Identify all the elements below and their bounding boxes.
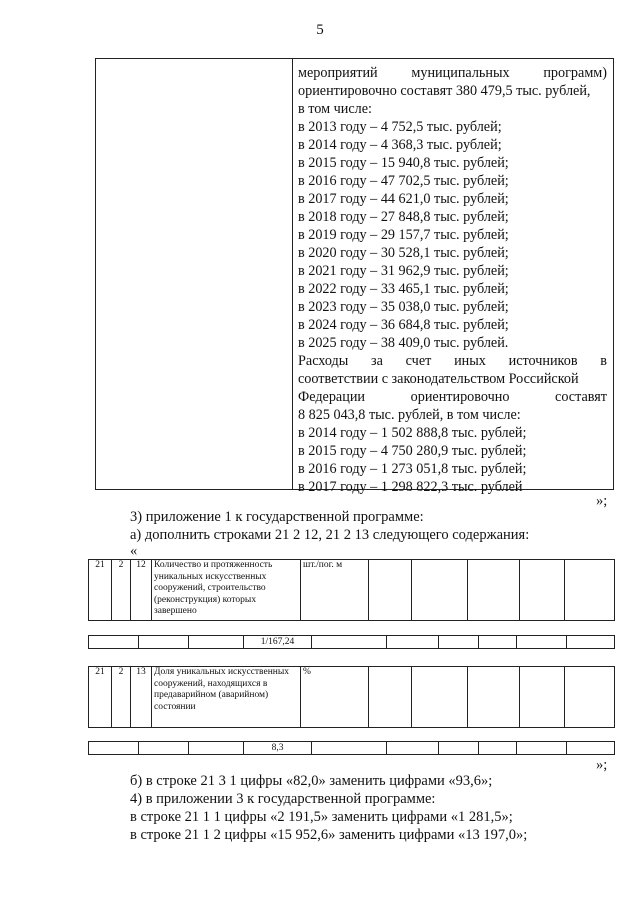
item-4: 4) в приложении 3 к государственной программе: [130,791,436,807]
year-line: в 2017 году – 44 621,0 тыс. рублей; [298,191,509,207]
year-line: в 2016 году – 47 702,5 тыс. рублей; [298,173,509,189]
open-quote: « [130,543,138,559]
line-21-1-1: в строке 21 1 1 цифры «2 191,5» заменить цифрами «1 281,5»; [130,809,513,825]
year-line: в 2013 году – 4 752,5 тыс. рублей; [298,119,502,135]
indicator-name: Доля уникальных искусственных сооружений, находящихся в предаварийном (аварийном) состоянии [152,667,301,728]
page-number: 5 [316,22,324,38]
empty-cell [520,560,565,621]
year-line: в 2021 году – 31 962,9 тыс. рублей; [298,263,509,279]
year-line: в 2018 году – 27 848,8 тыс. рублей; [298,209,509,225]
value-strip-2 [88,741,615,755]
year-line: в 2017 году – 1 298 822,3 тыс. рублей [298,479,523,495]
text-line: ориентировочно составят 380 479,5 тыс. рублей, [298,83,591,99]
funding-text [298,64,607,496]
unit-cell: % [301,667,369,728]
value-cell: 1/167,24 [244,636,312,649]
row-21-2-12 [88,559,615,621]
justified-line-other-3: Федерации ориентировочно составят [298,389,607,405]
code-cell: 2 [112,667,131,728]
text-line: в том числе: [298,101,372,117]
year-line: в 2024 году – 36 684,8 тыс. рублей; [298,317,509,333]
value-cell: 8,3 [244,742,312,755]
item-3a: а) дополнить строками 21 2 12, 21 2 13 следующего содержания: [130,527,530,543]
code-cell: 12 [131,560,152,621]
code-cell: 21 [89,667,112,728]
value-strip-1 [88,635,615,649]
item-3: 3) приложение 1 к государственной программе: [130,509,424,525]
empty-cell [412,667,468,728]
empty-cell [565,667,615,728]
empty-cell [412,560,468,621]
year-line: в 2015 году – 4 750 280,9 тыс. рублей; [298,443,527,459]
line-21-1-2: в строке 21 1 2 цифры «15 952,6» заменить цифрами «13 197,0»; [130,827,528,843]
justified-line-other-1: Расходы за счет иных источников в [298,353,607,369]
unit-cell: шт./пог. м [301,560,369,621]
year-line: в 2020 году – 30 528,1 тыс. рублей; [298,245,509,261]
empty-cell [369,667,412,728]
indicator-name: Количество и протяженность уникальных искусственных сооружений, строительство (реконструкция) которых завершено [152,560,301,621]
column-divider [292,59,293,489]
empty-cell [565,560,615,621]
code-cell: 2 [112,560,131,621]
main-table [95,58,614,495]
row-21-2-13 [88,666,615,728]
year-line: в 2016 году – 1 273 051,8 тыс. рублей; [298,461,527,477]
item-b: б) в строке 21 3 1 цифры «82,0» заменить цифрами «93,6»; [130,773,493,789]
close-quote: »; [596,493,608,509]
code-cell: 21 [89,560,112,621]
year-line: в 2019 году – 29 157,7 тыс. рублей; [298,227,509,243]
text-line: 8 825 043,8 тыс. рублей, в том числе: [298,407,521,423]
code-cell: 13 [131,667,152,728]
year-line: в 2025 году – 38 409,0 тыс. рублей. [298,335,509,351]
close-quote: »; [596,757,608,773]
empty-cell [468,667,520,728]
justified-line-1: мероприятий муниципальных программ) [298,65,607,81]
empty-cell [468,560,520,621]
year-line: в 2023 году – 35 038,0 тыс. рублей; [298,299,509,315]
year-line: в 2015 году – 15 940,8 тыс. рублей; [298,155,509,171]
year-line: в 2022 году – 33 465,1 тыс. рублей; [298,281,509,297]
empty-cell [369,560,412,621]
year-line: в 2014 году – 1 502 888,8 тыс. рублей; [298,425,527,441]
text-line: соответствии с законодательством Российской [298,371,579,387]
empty-cell [520,667,565,728]
year-line: в 2014 году – 4 368,3 тыс. рублей; [298,137,502,153]
